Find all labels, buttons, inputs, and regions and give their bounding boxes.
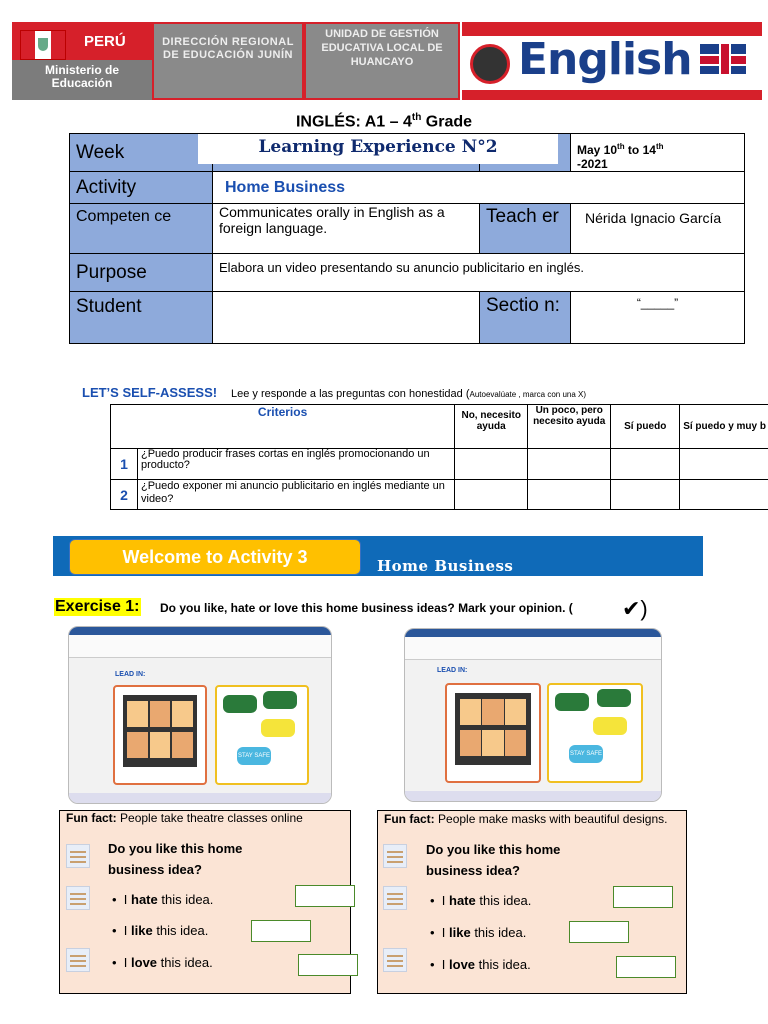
date-range: May 10th to 14th -2021 bbox=[571, 134, 745, 172]
notebook-icon bbox=[66, 886, 90, 910]
peru-flag-icon bbox=[20, 30, 66, 60]
week-label: Week bbox=[70, 134, 213, 172]
notebook-icon bbox=[66, 844, 90, 868]
laptop-video-call-image bbox=[445, 683, 541, 783]
english-label: English bbox=[518, 34, 692, 85]
mark-cell[interactable] bbox=[680, 449, 768, 480]
option-love: • I love this idea. bbox=[430, 957, 531, 972]
section-value[interactable]: “_____” bbox=[571, 292, 745, 344]
fun-fact-text: Fun fact: People take theatre classes online bbox=[66, 811, 303, 825]
mark-cell[interactable] bbox=[528, 480, 611, 510]
col-no-ayuda: No, necesito ayuda bbox=[455, 405, 528, 449]
col-si-puedo: Sí puedo bbox=[611, 405, 680, 449]
mark-cell[interactable] bbox=[611, 480, 680, 510]
fun-fact-question: Do you like this home business idea? bbox=[108, 841, 243, 877]
page-title: INGLÉS: A1 – 4th Grade bbox=[295, 112, 473, 131]
screenshot-theatre bbox=[68, 626, 332, 804]
row-number: 1 bbox=[111, 449, 138, 480]
exercise-question: Do you like, hate or love this home business ideas? Mark your opinion. ( bbox=[160, 601, 573, 615]
fun-fact-question: Do you like this home business idea? bbox=[426, 842, 561, 878]
section-label: Sectio n: bbox=[480, 292, 571, 344]
mark-cell[interactable] bbox=[455, 449, 528, 480]
lead-in-label: LEAD IN: bbox=[437, 667, 468, 674]
like-answer-box[interactable] bbox=[569, 921, 629, 943]
uk-flag-icon bbox=[700, 44, 746, 74]
welcome-label: Welcome to Activity 3 bbox=[69, 539, 361, 575]
option-hate: • I hate this idea. bbox=[430, 893, 532, 908]
mark-cell[interactable] bbox=[680, 480, 768, 510]
mask-text: STAY SAFE bbox=[237, 747, 271, 765]
option-like: • I like this idea. bbox=[112, 923, 209, 938]
purpose-value: Elabora un video presentando su anuncio publicitario en inglés. bbox=[213, 254, 745, 292]
self-assess-heading: LET’S SELF-ASSESS! bbox=[82, 385, 218, 400]
mark-cell[interactable] bbox=[455, 480, 528, 510]
criterion-text: ¿Puedo producir frases cortas en inglés promocionando un producto? bbox=[138, 449, 455, 480]
activity-value: Home Business bbox=[213, 172, 745, 204]
notebook-icon bbox=[383, 948, 407, 972]
student-field[interactable] bbox=[213, 292, 480, 344]
option-hate: • I hate this idea. bbox=[112, 892, 214, 907]
row-number: 2 bbox=[111, 480, 138, 510]
direccion-label: DIRECCIÓN REGIONAL DE EDUCACIÓN JUNÍN bbox=[162, 36, 294, 61]
love-answer-box[interactable] bbox=[616, 956, 676, 978]
teacher-value: Nérida Ignacio García bbox=[571, 204, 745, 254]
notebook-icon bbox=[66, 948, 90, 972]
purpose-label: Purpose bbox=[70, 254, 213, 292]
like-answer-box[interactable] bbox=[251, 920, 311, 942]
mark-cell[interactable] bbox=[611, 449, 680, 480]
peru-label: PERÚ bbox=[84, 33, 126, 50]
self-assess-table bbox=[110, 404, 768, 510]
notebook-icon bbox=[383, 886, 407, 910]
masks-image bbox=[547, 683, 643, 783]
mark-cell[interactable] bbox=[528, 449, 611, 480]
hate-answer-box[interactable] bbox=[295, 885, 355, 907]
lead-in-label: LEAD IN: bbox=[115, 671, 146, 678]
activity-label: Activity bbox=[70, 172, 213, 204]
option-like: • I like this idea. bbox=[430, 925, 527, 940]
criteria-header: Criterios bbox=[111, 405, 455, 449]
teacher-label: Teach er bbox=[480, 204, 571, 254]
school-emblem-icon bbox=[470, 44, 510, 84]
criterion-text: ¿Puedo exponer mi anuncio publicitario en inglés mediante un video? bbox=[138, 480, 455, 510]
option-love: • I love this idea. bbox=[112, 955, 213, 970]
fun-fact-text: Fun fact: People make masks with beautiful designs. bbox=[384, 812, 668, 826]
col-si-puedo-muy-bien: Sí puedo y muy b bbox=[680, 405, 768, 449]
masks-image bbox=[215, 685, 309, 785]
self-assess-instruction: Lee y responde a las preguntas con honestidad (Autoevalúate , marca con una X) bbox=[231, 388, 587, 400]
info-table bbox=[69, 133, 745, 344]
exercise-label: Exercise 1: bbox=[55, 598, 140, 615]
col-un-poco: Un poco, pero necesito ayuda bbox=[528, 405, 611, 449]
welcome-topic: Home Business bbox=[377, 557, 514, 575]
competence-label: Competen ce bbox=[70, 204, 213, 254]
notebook-icon bbox=[383, 844, 407, 868]
competence-value: Communicates orally in English as a foreign language. bbox=[213, 204, 480, 254]
checkmark-icon: ✔) bbox=[622, 596, 648, 621]
learning-experience-title: Learning Experience N°2 bbox=[198, 134, 558, 164]
ugel-label: UNIDAD DE GESTIÓN EDUCATIVA LOCAL DE HUANCAYO bbox=[321, 28, 443, 68]
student-label: Student bbox=[70, 292, 213, 344]
ministerio-label: Ministerio de Educación bbox=[44, 63, 119, 90]
hate-answer-box[interactable] bbox=[613, 886, 673, 908]
mask-text: STAY SAFE bbox=[569, 745, 603, 763]
screenshot-masks bbox=[404, 628, 662, 802]
laptop-video-call-image bbox=[113, 685, 207, 785]
love-answer-box[interactable] bbox=[298, 954, 358, 976]
